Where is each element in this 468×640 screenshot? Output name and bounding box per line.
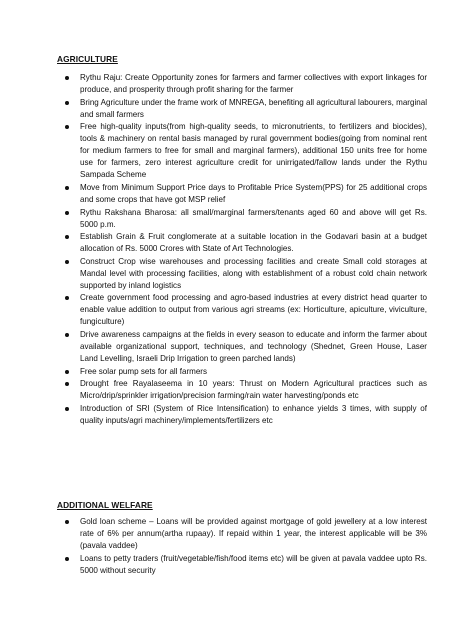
- list-item-text: Gold loan scheme – Loans will be provided against mortgage of gold jewellery at a low interest rate of 6% per annum(artha rupaay). If repaid within 1 year, the interest applicable will be 3% (pavala vaddee): [80, 517, 427, 551]
- bullet-icon: [65, 333, 69, 337]
- bullet-icon: [65, 520, 69, 524]
- list-item-text: Drive awareness campaigns at the fields in every season to educate and inform the farmer about available organizational support, techniques, and technology (Shednet, Green House, Laser Land Levelling, Israeli Drip Irrigation to green parched lands): [80, 329, 427, 364]
- list-item: [57, 516, 427, 552]
- list-item-text: Rythu Rakshana Bharosa: all small/marginal farmers/tenants aged 60 and above will get Rs. 5000 p.m.: [80, 207, 427, 229]
- list-item: [57, 329, 427, 365]
- list-item: [57, 378, 427, 402]
- bullet-icon: [65, 557, 69, 561]
- list-item: [57, 292, 427, 328]
- list-item-text: Bring Agriculture under the frame work of MNREGA, benefiting all agricultural labourers, marginal and small farmers: [80, 97, 427, 119]
- bullet-icon: [65, 125, 69, 129]
- list-item: [57, 553, 427, 577]
- bullet-icon: [65, 382, 69, 386]
- bullet-icon: [65, 186, 69, 190]
- list-item-text: Loans to petty traders (fruit/vegetable/fish/food items etc) will be given at pavala vaddee upto Rs. 5000 without security: [80, 553, 427, 575]
- agriculture-list: [57, 72, 427, 427]
- bullet-icon: [65, 296, 69, 300]
- list-item: [57, 366, 427, 378]
- bullet-icon: [65, 260, 69, 264]
- agriculture-section: [57, 54, 427, 427]
- list-item: [57, 403, 427, 427]
- list-item-text: Establish Grain & Fruit conglomerate at a suitable location in the Godavari basin at a budget allocation of Rs. 5000 Crores with State of Art Technologies.: [80, 232, 427, 254]
- list-item-text: Free high-quality inputs(from high-quality seeds, to micronutrients, to fertilizers and biocides), tools & machinery on rental basis managed by rural government bodies(going from nominal rent for medium farmers to free for small and marginal farmers), additional 150 units free for home use for farmers, zero interest agriculture credit for unirrigated/fallow lands under the Rythu Sampada Scheme: [80, 122, 427, 180]
- additional-welfare-heading: ADDITIONAL WELFARE: [57, 500, 153, 510]
- list-item-text: Move from Minimum Support Price days to Profitable Price System(PPS) for 25 additional crops and some crops that have got MSP relief: [80, 182, 427, 204]
- list-item-text: Rythu Raju: Create Opportunity zones for farmers and farmer collectives with export linkages for produce, and prosperity through profit sharing for the farmer: [80, 73, 427, 95]
- list-item-text: Create government food processing and agro-based industries at every district head quarter to enable value addition to output from various agri streams (ex: Horticulture, apiculture, viviculture, fungiculture): [80, 293, 427, 327]
- bullet-icon: [65, 370, 69, 374]
- list-item-text: Free solar pump sets for all farmers: [80, 366, 208, 376]
- list-item-text: Construct Crop wise warehouses and processing facilities and create Small cold storages at Mandal level with processing facilities, along with establishment of a robust cold chain network supported by inland logistics: [80, 256, 427, 290]
- bullet-icon: [65, 235, 69, 239]
- bullet-icon: [65, 407, 69, 411]
- list-item: [57, 207, 427, 231]
- additional-welfare-list: [57, 516, 427, 577]
- list-item: [57, 121, 427, 181]
- list-item-text: Drought free Rayalaseema in 10 years: Thrust on Modern Agricultural practices such as Micro/drip/sprinkler irrigation/precision farming/rain water harvesting/ponds etc: [80, 379, 427, 401]
- list-item: [57, 231, 427, 255]
- bullet-icon: [65, 211, 69, 215]
- bullet-icon: [65, 101, 69, 105]
- agriculture-heading: AGRICULTURE: [57, 54, 118, 64]
- list-item: [57, 182, 427, 206]
- list-item: [57, 256, 427, 292]
- list-item-text: Introduction of SRI (System of Rice Intensification) to enhance yields 3 times, with supply of quality inputs/agri machinery/implements/fertilizers etc: [80, 403, 427, 425]
- bullet-icon: [65, 76, 69, 80]
- additional-welfare-section: [57, 500, 427, 577]
- list-item: [57, 72, 427, 96]
- list-item: [57, 97, 427, 121]
